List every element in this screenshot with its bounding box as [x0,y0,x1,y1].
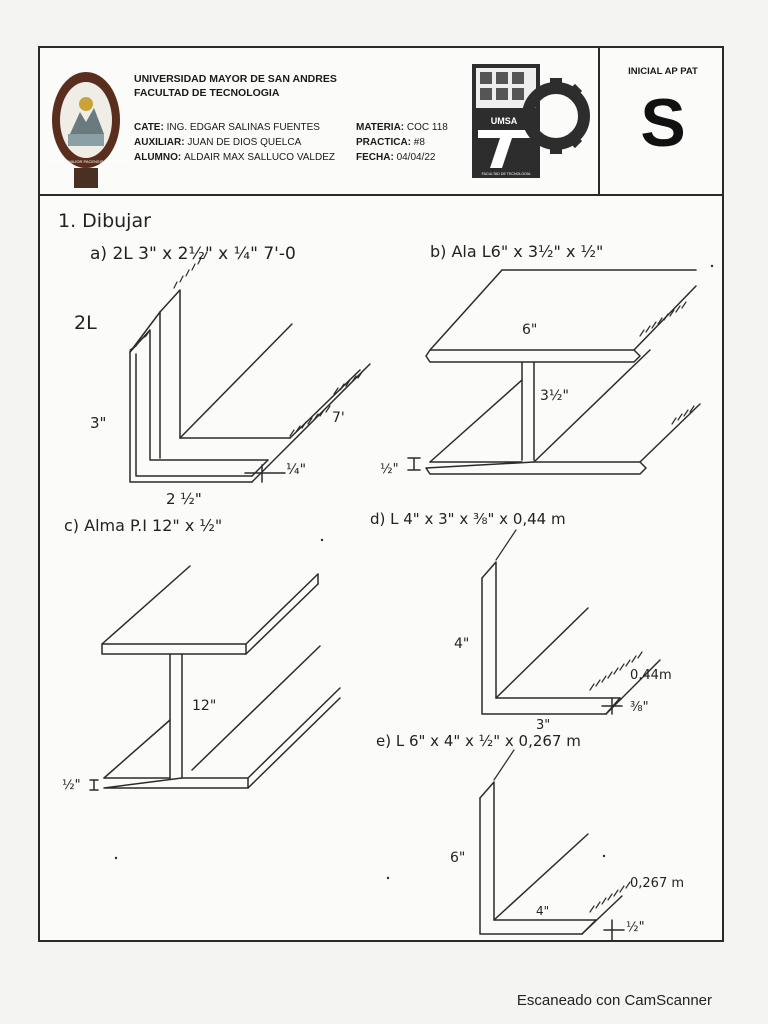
item-a-title: a) 2L 3" x 2½" x ¼" 7'-0 [90,244,296,264]
university-name: UNIVERSIDAD MAYOR DE SAN ANDRES FACULTAD DE TECNOLOGIA [134,73,337,99]
item-a-dim-length: 7' [332,410,345,426]
drawing-c-i-beam [90,566,340,790]
item-b-dim-flange: 6" [522,322,538,338]
item-e-title: e) L 6" x 4" x ½" x 0,267 m [376,732,581,750]
item-d-dim-length: 0,44m [630,668,672,683]
item-a-label-2l: 2L [74,312,97,334]
fecha-line: FECHA: 04/04/22 [356,152,436,163]
item-e-dim-height: 6" [450,850,466,866]
svg-text:FACULTAD DE TECNOLOGIA: FACULTAD DE TECNOLOGIA [481,172,531,176]
cate-line: CATE: ING. EDGAR SALINAS FUENTES [134,122,320,133]
practica-line: PRACTICA: #8 [356,137,425,148]
svg-text:UMSA: UMSA [490,116,518,126]
item-a-dim-width: 2 ½" [166,490,202,508]
drawing-b-tee-section [408,270,700,474]
item-c-dim-thick: ½" [62,778,81,793]
item-d-dim-width: 3" [536,718,551,733]
item-e-dim-thick: ½" [626,920,645,935]
drawing-a-double-angle [130,252,370,482]
scan-dots [115,265,713,879]
scanner-watermark: Escaneado con CamScanner [516,992,712,1009]
drawing-e-angle [480,750,630,940]
item-a-dim-height: 3" [90,414,107,432]
initial-letter: S [640,85,686,161]
item-d-title: d) L 4" x 3" x ⅜" x 0,44 m [370,510,566,528]
item-b-dim-web: 3½" [540,388,569,404]
item-e-dim-width: 4" [536,904,550,918]
alumno-line: ALUMNO: ALDAIR MAX SALLUCO VALDEZ [134,152,335,163]
item-a-dim-thick: ¼" [286,462,307,478]
item-c-title: c) Alma P.I 12" x ½" [64,516,223,535]
item-b-title: b) Ala L6" x 3½" x ½" [430,242,604,261]
inicial-label: INICIAL AP PAT [628,66,698,77]
svg-text:UNIVERSITAS MAJOR PACENSIS DIV: UNIVERSITAS MAJOR PACENSIS DIVI ANDREÆ [40,159,132,164]
item-d-dim-height: 4" [454,636,470,652]
exercise-heading: 1. Dibujar [58,210,151,232]
item-e-dim-length: 0,267 m [630,876,685,891]
materia-line: MATERIA: COC 118 [356,122,448,133]
item-d-dim-thick: ⅜" [630,700,649,715]
drawing-d-angle [482,530,660,714]
item-c-dim-web: 12" [192,698,217,714]
auxiliar-line: AUXILIAR: JUAN DE DIOS QUELCA [134,137,302,148]
item-b-dim-thick: ½" [380,462,399,477]
